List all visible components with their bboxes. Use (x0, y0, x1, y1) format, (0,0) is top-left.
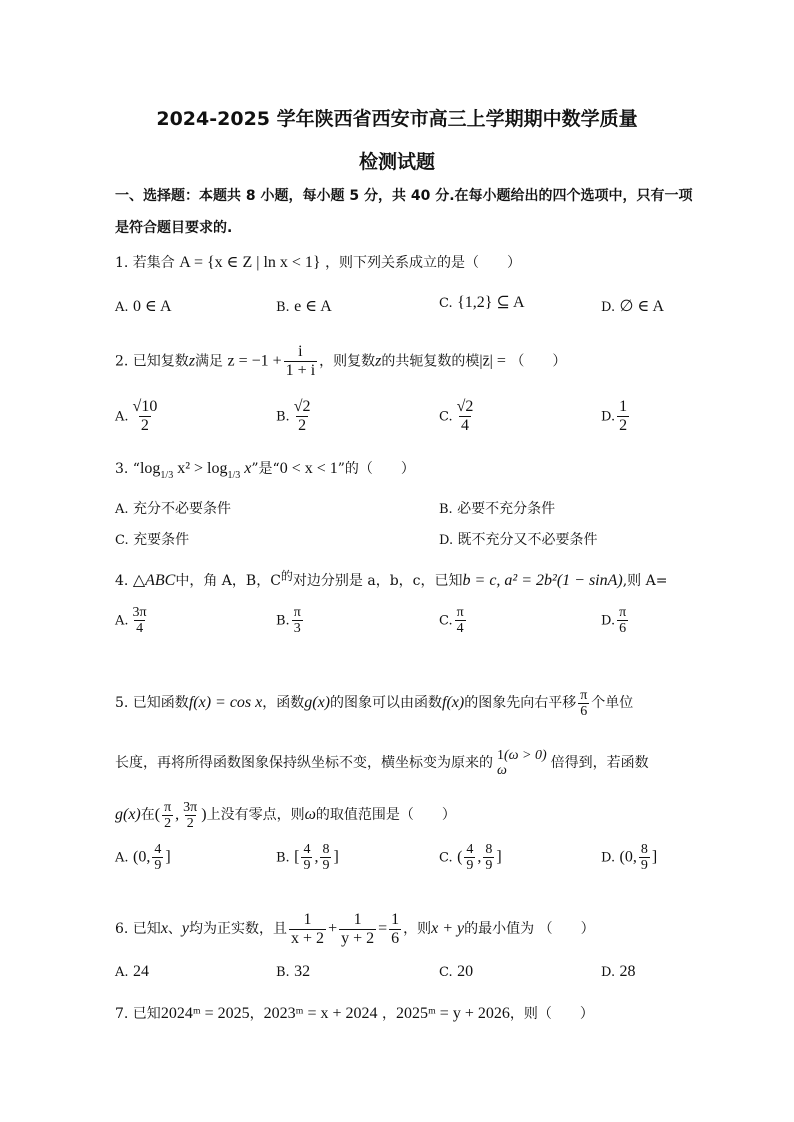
q6-variable-y: y (181, 920, 190, 937)
q3-condition-2: 0 < x < 1 (279, 460, 338, 477)
q5-text-8: 上没有零点，则 (206, 807, 305, 823)
q4-option-c[interactable] (439, 605, 468, 636)
q5-interval (154, 799, 207, 831)
fraction-numerator: 1 (391, 910, 400, 928)
option-label: C. (439, 409, 453, 425)
q6-text-2: ，则 (403, 921, 432, 937)
option-label: D. (601, 300, 616, 315)
question-2 (115, 343, 566, 380)
q2-option-b[interactable] (276, 398, 314, 435)
q4-option-b[interactable] (276, 605, 305, 636)
fraction-numerator (495, 748, 549, 763)
option-open: (0, (132, 848, 151, 866)
option-label: D. (601, 613, 616, 629)
question-5-line-1 (115, 683, 633, 723)
option-label: A. (115, 502, 129, 517)
option-fraction (292, 605, 303, 636)
fraction-denominator: 2 (164, 815, 172, 831)
interval-open: ( (154, 806, 161, 823)
option-label: C. (439, 613, 453, 629)
fraction-numerator: i (298, 343, 303, 360)
q2-number: 2. 已知复数 (115, 353, 189, 370)
option-label: B. (439, 502, 453, 517)
option-label: D. (601, 965, 616, 980)
fraction-numerator: 3π (132, 605, 147, 620)
fraction-numerator: π (619, 605, 627, 620)
q5-text-3: 的图象先向右平移 (464, 695, 577, 711)
q6-plus: + (328, 920, 338, 937)
option-fraction (131, 605, 149, 636)
q6-equals: = (378, 920, 388, 937)
q5-function-g-2: g(x) (115, 806, 141, 823)
q6-fraction-1 (289, 911, 326, 948)
q4-prompt: ,则 A= (622, 573, 668, 589)
q3-mid: ”是“ (251, 461, 280, 477)
fraction-numerator: π (293, 605, 301, 620)
fraction-denominator: 6 (391, 929, 400, 947)
q2-option-d[interactable] (601, 398, 631, 435)
exam-title-line1: 2024-2025 学年陕西省西安市高三上学期期中数学质量 (156, 108, 638, 130)
fraction-numerator: 3π (183, 799, 198, 815)
option-text: {1,2} ⊆ A (457, 294, 525, 311)
fraction-denominator: 1 + i (285, 362, 316, 379)
fraction-denominator: 4 (461, 417, 470, 434)
fraction-denominator: 2 (140, 417, 149, 434)
fraction-denominator: 9 (466, 858, 474, 873)
option-label: B. (276, 613, 290, 629)
fraction-denominator: 9 (154, 858, 162, 873)
q2-equation-lhs: z = −1 + (227, 352, 282, 370)
fraction-numerator: 4 (466, 842, 474, 857)
option-label: A. (115, 965, 129, 980)
fraction-numerator: 8 (322, 842, 330, 857)
fraction-numerator: √2 (293, 398, 311, 415)
q6-option-d[interactable] (601, 963, 636, 981)
option-comma: , (477, 848, 482, 866)
q1-number: 1. 若集合 (115, 255, 175, 271)
fraction-denominator: 9 (640, 858, 648, 873)
q3-prompt: ”的（ ） (337, 461, 415, 477)
q5-function-g: g(x) (304, 694, 331, 711)
option-text: 0 ∈ A (132, 298, 172, 315)
q3-inequality: x² > log (177, 460, 228, 477)
option-label: B. (276, 409, 290, 425)
option-fraction-2 (483, 842, 494, 873)
question-3 (115, 456, 415, 489)
option-label: C. (439, 965, 453, 980)
q7-equation-1: 2024ᵐ = 2025 (160, 1005, 250, 1022)
q4-option-d[interactable] (601, 605, 630, 636)
option-label: A. (115, 850, 129, 866)
option-fraction (617, 398, 629, 435)
q2-mid: ，则复数 (319, 353, 376, 370)
q7-comma-2: ， (381, 1006, 396, 1022)
fraction-denominator: 4 (136, 621, 144, 636)
option-fraction (455, 398, 476, 435)
question-7 (115, 1005, 594, 1023)
q4-triangle: △ABC (132, 572, 176, 589)
q2-option-c[interactable] (439, 398, 477, 435)
q6-option-b[interactable] (276, 963, 310, 981)
option-text: 20 (457, 963, 474, 980)
q1-option-a[interactable] (115, 296, 172, 316)
q6-sum: x + y (431, 920, 465, 937)
fraction-numerator: 1 (303, 910, 312, 928)
option-text: ∅ ∈ A (619, 298, 664, 315)
option-label: C. (115, 533, 129, 548)
section-instructions-line2: 是符合题目要求的. (115, 220, 233, 236)
q2-fraction (284, 343, 317, 380)
q4-text-1: 中，角 A，B，C (175, 573, 281, 589)
q6-option-c[interactable] (439, 963, 473, 981)
q5-omega-condition: (ω > 0) (504, 748, 547, 763)
fraction-numerator: 4 (154, 842, 162, 857)
fraction-numerator: π (456, 605, 464, 620)
option-open: ( (457, 848, 463, 866)
option-open: (0, (619, 848, 637, 866)
fraction-numerator: 8 (485, 842, 493, 857)
q3-option-d[interactable] (439, 529, 598, 549)
q6-option-a[interactable] (115, 963, 149, 981)
q7-equation-3: 2025ᵐ = y + 2026 (395, 1005, 510, 1022)
q5-function-f-2: f(x) (442, 694, 465, 711)
log-base: 1/3 (160, 470, 174, 481)
question-6 (115, 905, 595, 953)
q4-de: 的 (280, 569, 293, 583)
option-fraction (455, 605, 466, 636)
option-fraction (292, 398, 313, 435)
fraction-numerator: 1 (353, 910, 362, 928)
q7-comma-1: ， (249, 1006, 264, 1022)
fraction-denominator: 6 (619, 621, 627, 636)
q5-prompt: 的取值范围是（ ） (315, 807, 456, 823)
fraction-denominator: 9 (485, 858, 493, 873)
q6-text-1: 均为正实数，且 (189, 921, 288, 937)
option-text: 必要不充分条件 (457, 501, 556, 517)
option-label: C. (439, 296, 453, 311)
option-comma: , (314, 848, 319, 866)
option-label: B. (276, 300, 290, 315)
option-label: A. (115, 300, 129, 315)
option-fraction-2 (320, 842, 331, 873)
q2-modulus: |z̄| = (479, 352, 506, 370)
fraction-numerator: π (164, 799, 172, 815)
q4-option-a[interactable] (115, 605, 151, 636)
option-text: 32 (294, 963, 311, 980)
fraction-denominator: y + 2 (341, 929, 375, 947)
option-label: A. (115, 409, 129, 425)
option-close: ] (333, 848, 339, 866)
option-label: C. (439, 850, 453, 866)
fraction-numerator: 4 (303, 842, 311, 857)
option-fraction (131, 398, 160, 435)
q1-prompt: ，则下列关系成立的是（ ） (325, 255, 522, 271)
interval-fraction-2 (181, 800, 199, 831)
option-text: e ∈ A (294, 298, 332, 315)
fraction-denominator: 4 (456, 621, 464, 636)
q5-text-1: ，函数 (262, 695, 305, 711)
question-4 (115, 567, 667, 590)
q1-option-d[interactable] (601, 296, 664, 316)
option-label: A. (115, 613, 129, 629)
q2-satisfy: 满足 (195, 353, 224, 370)
fraction-denominator: ω (497, 763, 507, 778)
option-text: 28 (619, 963, 636, 980)
q5-option-a[interactable] (115, 842, 171, 873)
fraction-denominator: 9 (303, 858, 311, 873)
fraction-denominator: 2 (619, 417, 628, 434)
option-label: B. (276, 850, 290, 866)
q5-text-6: 倍得到，若函数 (550, 755, 649, 771)
q4-number: 4. (115, 573, 129, 589)
section-instructions-line1: 一、选择题：本题共 8 小题，每小题 5 分，共 40 分.在每小题给出的四个选项中，只有一项 (115, 188, 693, 204)
q6-prompt: 的最小值为 （ ） (464, 921, 595, 937)
fraction-denominator: 2 (186, 815, 194, 831)
q5-text-5: 长度，再将所得函数图象保持纵坐标不变，横坐标变为原来的 (115, 755, 493, 771)
exam-title-line2: 检测试题 (358, 151, 435, 173)
q1-option-c[interactable] (439, 292, 525, 312)
fraction-numerator: √10 (132, 398, 158, 415)
fraction-denominator: 3 (293, 621, 301, 636)
fraction-numerator: 8 (640, 842, 648, 857)
option-label: D. (601, 850, 616, 866)
fraction-denominator: 6 (580, 703, 588, 719)
option-text: 充要条件 (133, 532, 190, 548)
option-close: ] (496, 848, 502, 866)
q2-option-a[interactable] (115, 398, 161, 435)
q2-text: 的共轭复数的模 (381, 353, 480, 370)
q5-number: 5. 已知函数 (115, 695, 189, 711)
fraction-denominator: x + 2 (291, 929, 325, 947)
option-fraction (639, 842, 650, 873)
q5-scale-fraction (495, 748, 549, 778)
interval-comma: , (175, 806, 180, 823)
fraction-denominator: 9 (322, 858, 330, 873)
interval-fraction-1 (162, 800, 173, 831)
log-base: 1/3 (227, 470, 241, 481)
option-text: 既不充分又不必要条件 (457, 532, 598, 548)
q5-option-c[interactable] (439, 842, 502, 873)
q2-paren: （ ） (510, 353, 567, 370)
q4-condition: b = c, a² = 2b²(1 − sinA) (462, 572, 623, 589)
question-5-line-3 (115, 795, 456, 835)
q2-variable: z (188, 352, 196, 370)
question-1 (115, 254, 521, 272)
q5-text-7: 在 (140, 807, 155, 823)
q2-variable-2: z (375, 352, 382, 370)
q5-function-f: f(x) = cos x (188, 694, 263, 711)
q5-option-b[interactable] (276, 842, 339, 873)
option-fraction (617, 605, 628, 636)
fraction-numerator: √2 (456, 398, 474, 415)
q5-option-d[interactable] (601, 842, 657, 873)
q6-dun: 、 (167, 921, 182, 937)
q6-variable-x: x (160, 920, 168, 937)
q3-option-b[interactable] (439, 498, 555, 518)
q3-option-a[interactable] (115, 498, 231, 518)
fraction-numerator: π (580, 687, 588, 703)
option-close: ] (651, 848, 658, 866)
option-label: D. (439, 533, 454, 548)
q7-number: 7. 已知 (115, 1006, 161, 1022)
q4-text-2: 对边分别是 a，b，c，已知 (292, 573, 463, 589)
option-label: D. (601, 409, 616, 425)
q3-option-c[interactable] (115, 529, 189, 549)
option-text: 24 (132, 963, 149, 980)
q5-omega: ω (304, 806, 316, 823)
fraction-numerator-value: 1 (497, 748, 504, 763)
interval-close: ) (201, 806, 207, 823)
fraction-numerator: 1 (619, 398, 628, 415)
question-5-line-2 (115, 743, 649, 783)
option-open: [ (294, 848, 300, 866)
q5-text-4: 个单位 (591, 695, 634, 711)
q5-shift-fraction (578, 688, 589, 719)
fraction-denominator: 2 (298, 417, 307, 434)
q1-set-definition: A = {x ∈ Z | ln x < 1} (179, 254, 321, 271)
option-fraction (152, 842, 163, 873)
q6-fraction-2 (339, 911, 376, 948)
q3-variable: x (244, 460, 252, 477)
option-close: ] (165, 848, 171, 866)
option-fraction-1 (301, 842, 312, 873)
q3-number: 3. “ (115, 461, 140, 477)
option-label: B. (276, 965, 290, 980)
q1-option-b[interactable] (276, 296, 332, 316)
option-fraction-1 (464, 842, 475, 873)
q6-number: 6. 已知 (115, 921, 161, 937)
option-text: 充分不必要条件 (132, 501, 231, 517)
q7-equation-2: 2023ᵐ = x + 2024 (263, 1005, 378, 1022)
q6-fraction-3 (389, 911, 401, 948)
log-symbol: log (139, 460, 161, 477)
q3-condition-1 (139, 460, 252, 481)
q7-prompt: ，则（ ） (509, 1006, 594, 1022)
q5-text-2: 的图象可以由函数 (330, 695, 443, 711)
